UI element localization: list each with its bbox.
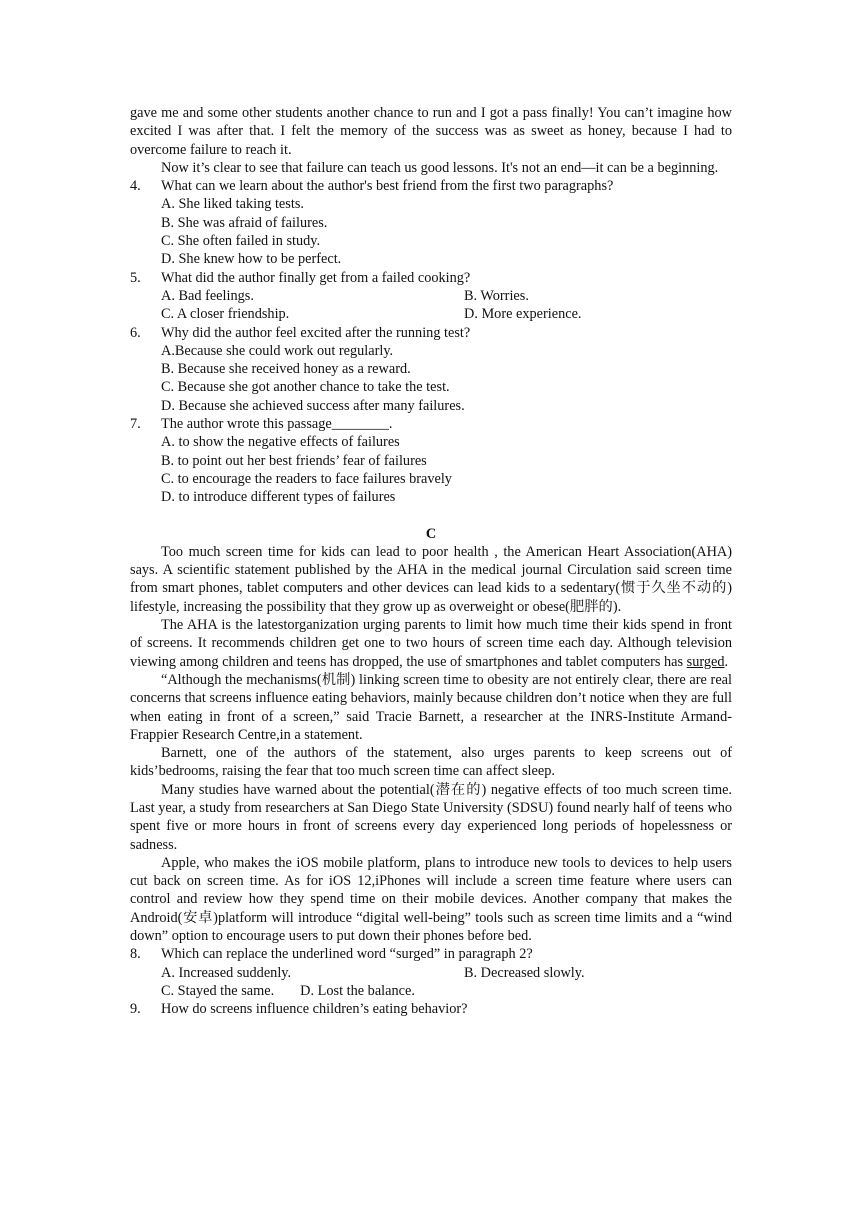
option: B. Worries. [464,287,529,304]
spacer [130,507,732,525]
option: A.Because she could work out regularly. [161,342,394,359]
question-text: The author wrote this passage________. [161,416,393,433]
option: D. to introduce different types of failures [161,489,396,506]
paragraph: Too much screen time for kids can lead to poor health , the American Heart Association(AHA) says. A scientific statement published by the AHA in the medical journal Circulation said screen time from smart phones, tablet computers and other devices can lead kids to a sedentary(惯于久坐不动的) lifestyle, increasing the possibility that they grow up as overweight or obese(肥胖的). [130,543,732,615]
question-number: 6. [130,324,141,341]
question-9 [130,1000,732,1018]
option: B. She was afraid of failures. [161,214,328,231]
option: D. Lost the balance. [300,982,415,999]
option: D. More experience. [464,306,582,323]
option-row [161,287,732,305]
question-8 [130,945,732,963]
option: B. Because she received honey as a reward. [161,361,411,378]
document-page [130,104,732,1019]
option: C. She often failed in study. [161,233,321,250]
underlined-word: surged [686,653,725,670]
option: A. to show the negative effects of failures [161,434,400,451]
option: C. to encourage the readers to face failures bravely [161,470,452,487]
paragraph: Now it’s clear to see that failure can teach us good lessons. It's not an end—it can be a beginning. [161,159,719,176]
option: C. A closer friendship. [161,306,290,323]
option: A. Increased suddenly. [161,964,292,981]
option: C. Stayed the same. [161,982,275,999]
question-number: 5. [130,269,141,286]
paragraph-end: . [724,653,729,670]
option: D. She knew how to be perfect. [161,251,342,268]
paragraph: Barnett, one of the authors of the statement, also urges parents to keep screens out of kids’bedrooms, raising the fear that too much screen time can affect sleep. [130,745,732,780]
option: D. Because she achieved success after many failures. [161,397,465,414]
question-6 [130,324,732,342]
question-number: 7. [130,416,141,433]
paragraph: Many studies have warned about the potential(潜在的) negative effects of too much screen time. Last year, a study from researchers at San Diego State University (SDSU) found nearly half of teens who spent five or more hours in front of screens every day experienced long periods of hopelessness or sadness. [130,781,732,853]
paragraph-text: The AHA is the latestorganization urging parents to limit how much time their kids spend in front of screens. It recommends children get one to two hours of screen time each day. Although television viewing among children and teens has dropped, the use of smartphones and tablet computers has [130,617,732,670]
question-number: 9. [130,1001,141,1018]
question-7 [130,415,732,433]
question-number: 8. [130,946,141,963]
option: A. Bad feelings. [161,287,254,304]
question-4 [130,177,732,195]
paragraph: “Although the mechanisms(机制) linking screen time to obesity are not entirely clear, there are real concerns that screens influence eating behaviors, mainly because children don’t notice when they are full when eating in front of a screen,” said Tracie Barnett, a researcher at the INRS-Institute Armand-Frappier Research Centre,in a statement. [130,671,732,743]
option: B. Decreased slowly. [464,964,585,981]
paragraph: Apple, who makes the iOS mobile platform, plans to introduce new tools to devices to help users cut back on screen time. As for iOS 12,iPhones will include a screen time feature where users can control and review how they spend time on their mobile devices. Another company that makes the Android(安卓)platform will introduce “digital well-being” tools such as screen time limits and a “wind down” option to encourage users to put down their phones before bed. [130,854,732,945]
paragraph [130,616,732,671]
option: B. to point out her best friends’ fear of failures [161,452,427,469]
question-text: What can we learn about the author's best friend from the first two paragraphs? [161,178,614,195]
question-text: Why did the author feel excited after the running test? [161,324,471,341]
paragraph: gave me and some other students another chance to run and I got a pass finally! You can’t imagine how excited I was after that. I felt the memory of the success was as sweet as honey, because I had to overcome failure to reach it. [130,105,732,158]
option-row [161,982,732,1000]
question-text: How do screens influence children’s eating behavior? [161,1001,468,1018]
option-row [161,305,732,323]
option: A. She liked taking tests. [161,196,304,213]
question-5 [130,269,732,287]
question-number: 4. [130,178,141,195]
section-title: C [425,525,437,542]
option: C. Because she got another chance to take the test. [161,379,450,396]
option-row [161,964,732,982]
question-text: Which can replace the underlined word “surged” in paragraph 2? [161,946,533,963]
question-text: What did the author finally get from a failed cooking? [161,269,471,286]
